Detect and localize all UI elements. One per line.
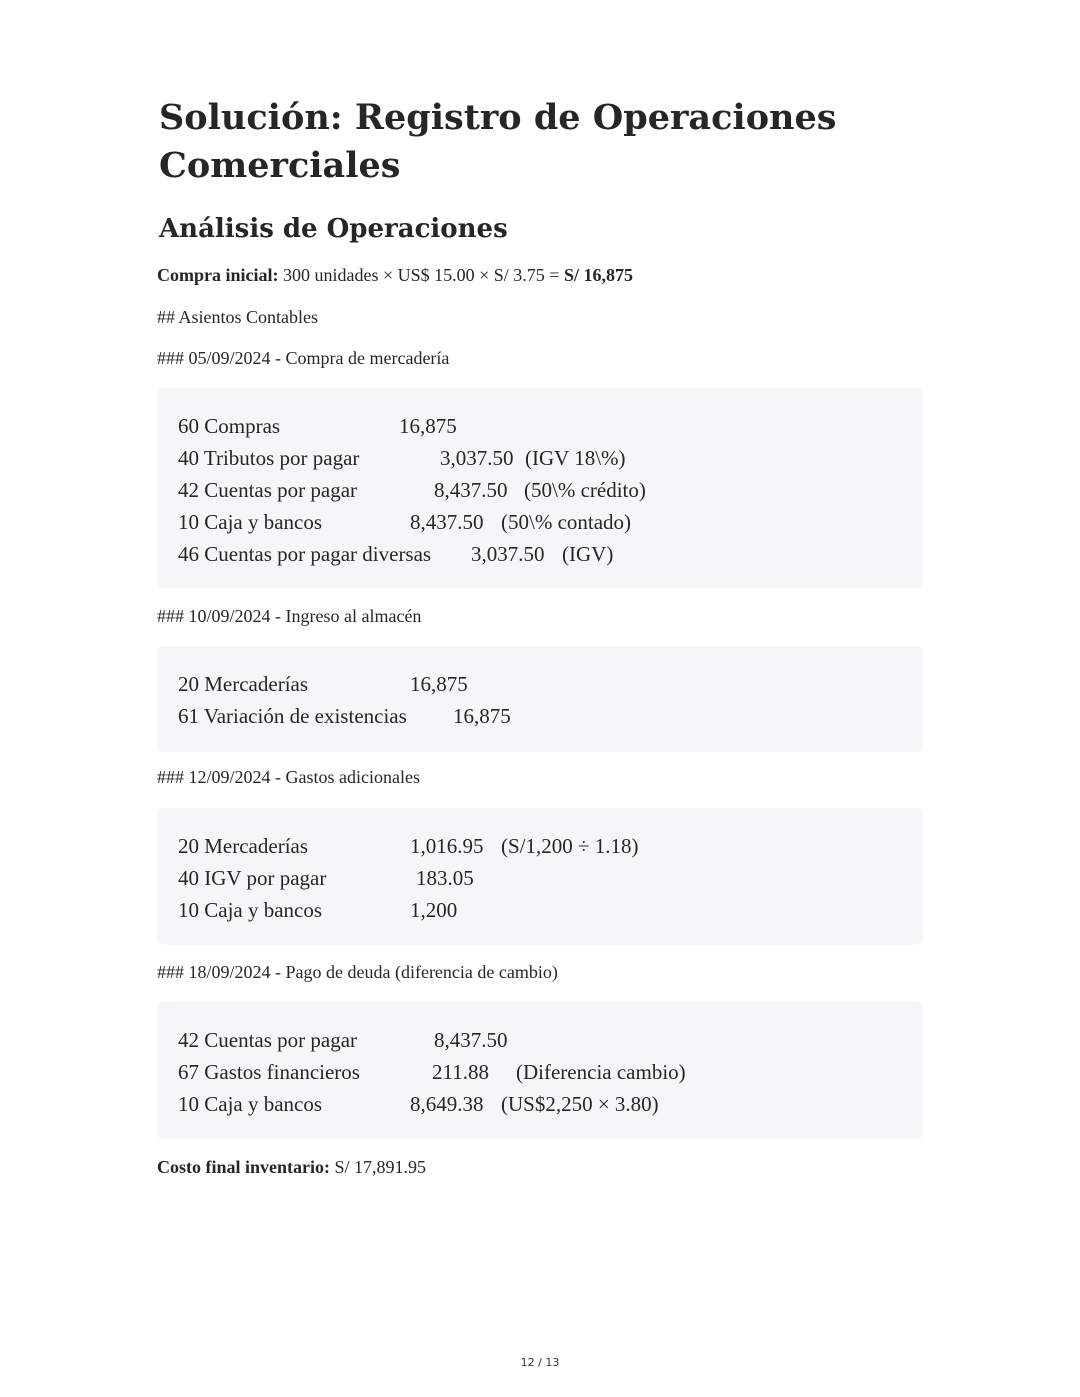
note: (50\% contado) (501, 510, 632, 534)
compra-inicial-line (157, 263, 633, 287)
note: (Diferencia cambio) (516, 1060, 686, 1084)
journal-line (178, 1088, 923, 1120)
journal-line (178, 894, 923, 926)
amount: 8,437.50 (434, 478, 508, 502)
note: (50\% crédito) (524, 478, 646, 502)
entry-heading: ### 12/09/2024 - Gastos adicionales (157, 767, 420, 787)
entry-heading: ### 18/09/2024 - Pago de deuda (diferencia de cambio) (157, 962, 558, 982)
journal-line (178, 474, 923, 506)
amount: 3,037.50 (471, 542, 545, 566)
amount: 8,437.50 (410, 510, 484, 534)
amount: 16,875 (399, 414, 457, 438)
account-name: 40 Tributos por pagar (178, 446, 360, 470)
amount: 8,649.38 (410, 1092, 484, 1116)
journal-line (178, 410, 923, 442)
amount: 16,875 (453, 704, 511, 728)
journal-line (178, 1056, 923, 1088)
amount: 211.88 (432, 1060, 489, 1084)
note: (S/1,200 ÷ 1.18) (501, 834, 639, 858)
compra-inicial-total: S/ 16,875 (563, 265, 633, 285)
account-name: 46 Cuentas por pagar diversas (178, 542, 432, 566)
journal-line (178, 830, 923, 862)
entry-heading: ### 05/09/2024 - Compra de mercadería (157, 348, 450, 368)
amount: 1,200 (410, 898, 458, 922)
journal-entry-block (157, 646, 923, 752)
account-name: 40 IGV por pagar (178, 866, 327, 890)
costo-final-value: S/ 17,891.95 (330, 1157, 427, 1177)
journal-entry-block (157, 808, 923, 945)
costo-final-label: Costo final inventario: (157, 1157, 330, 1177)
note: (IGV 18\%) (525, 446, 626, 470)
amount: 183.05 (416, 866, 474, 890)
journal-entry-block (157, 388, 923, 588)
journal-line (178, 1024, 923, 1056)
account-name: 61 Variación de existencias (178, 704, 407, 728)
account-name: 20 Mercaderías (178, 672, 309, 696)
journal-line (178, 506, 923, 538)
account-name: 42 Cuentas por pagar (178, 478, 358, 502)
account-name: 42 Cuentas por pagar (178, 1028, 358, 1052)
account-name: 10 Caja y bancos (178, 1092, 323, 1116)
journal-line (178, 538, 923, 570)
note: (US$2,250 × 3.80) (501, 1092, 659, 1116)
compra-inicial-text: 300 unidades × US$ 15.00 × S/ 3.75 = (278, 265, 564, 285)
amount: 16,875 (410, 672, 468, 696)
account-name: 67 Gastos financieros (178, 1060, 360, 1084)
page-title: Solución: Registro de Operaciones Comerciales (159, 97, 837, 186)
amount: 8,437.50 (434, 1028, 508, 1052)
asientos-heading: ## Asientos Contables (157, 307, 318, 327)
journal-line (178, 442, 923, 474)
amount: 3,037.50 (440, 446, 514, 470)
page-number: 12 / 13 (520, 1356, 560, 1369)
account-name: 10 Caja y bancos (178, 510, 323, 534)
account-name: 60 Compras (178, 414, 281, 438)
section-heading-analisis: Análisis de Operaciones (159, 214, 508, 244)
note: (IGV) (562, 542, 614, 566)
account-name: 20 Mercaderías (178, 834, 309, 858)
amount: 1,016.95 (410, 834, 484, 858)
costo-final-line (157, 1155, 426, 1179)
journal-line (178, 700, 923, 732)
entry-heading: ### 10/09/2024 - Ingreso al almacén (157, 606, 422, 626)
compra-inicial-label: Compra inicial: (157, 265, 279, 285)
journal-line (178, 668, 923, 700)
account-name: 10 Caja y bancos (178, 898, 323, 922)
journal-entry-block (157, 1002, 923, 1139)
journal-line (178, 862, 923, 894)
